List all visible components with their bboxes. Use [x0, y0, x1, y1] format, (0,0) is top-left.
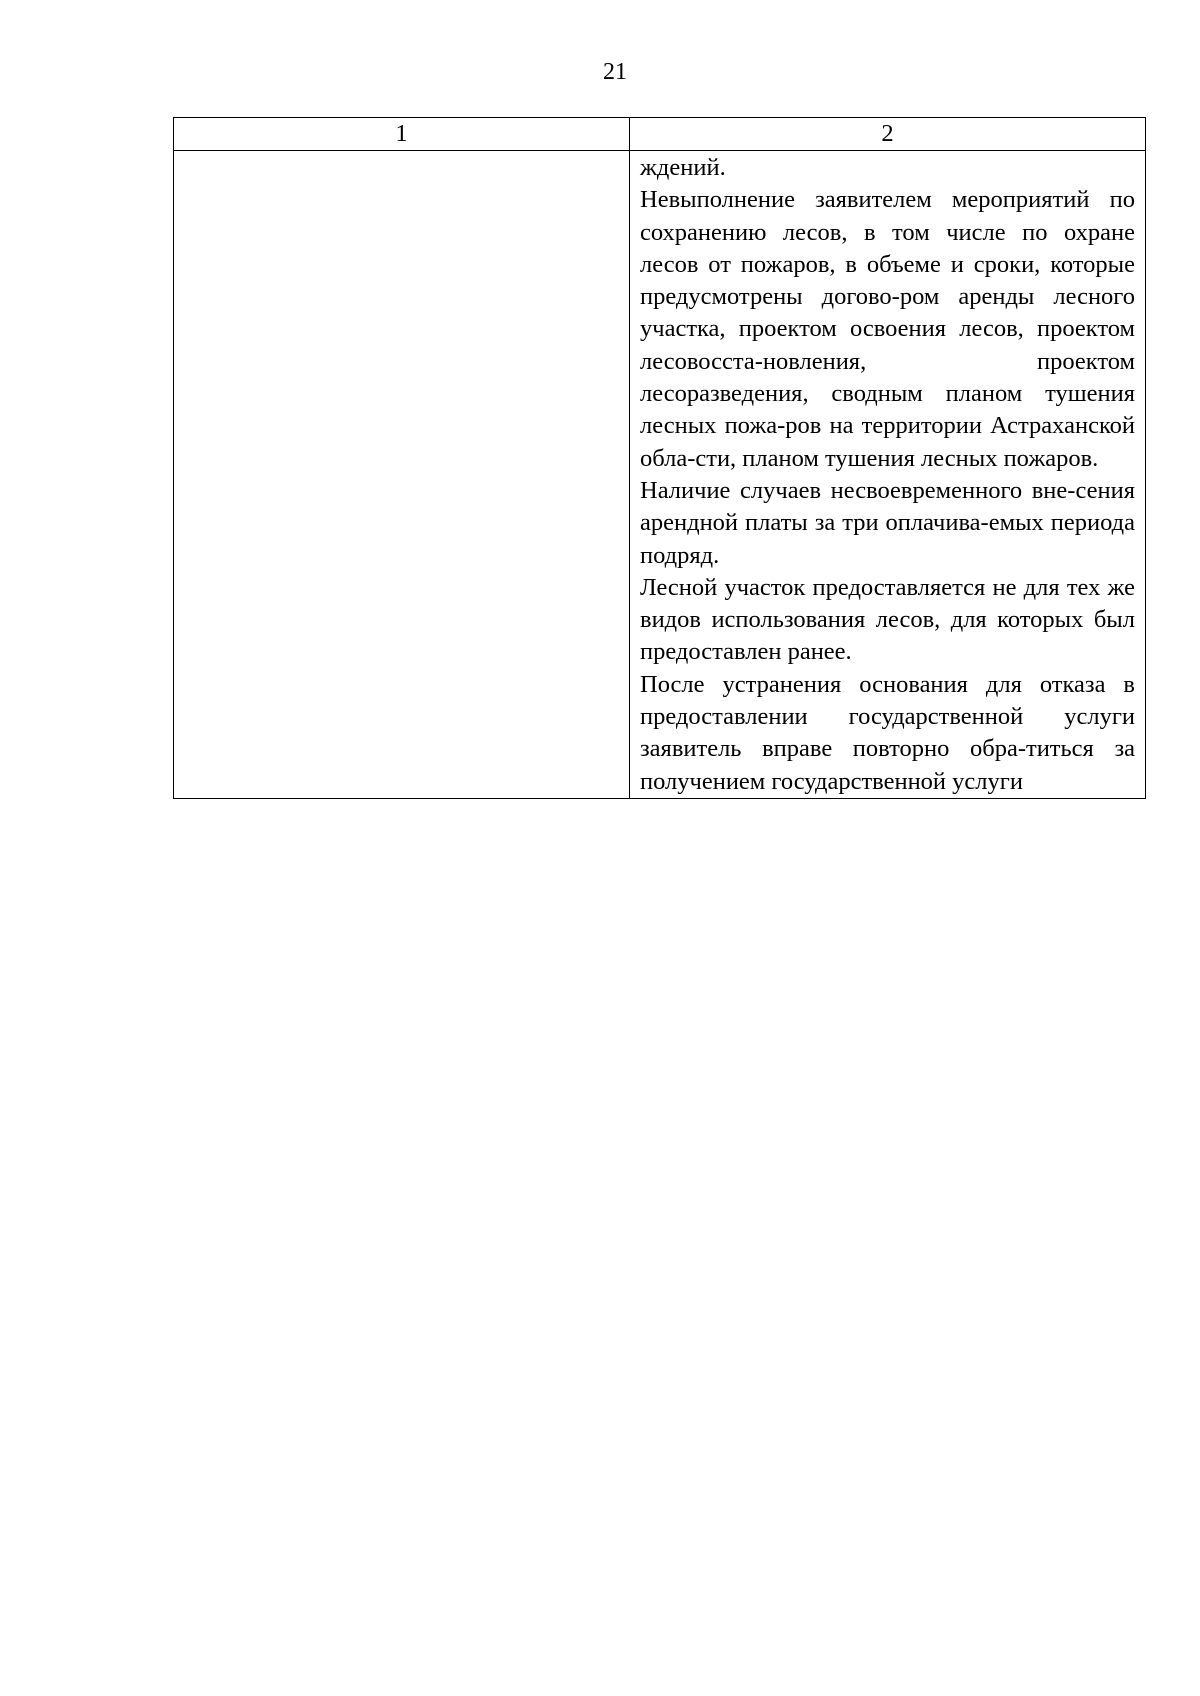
- paragraph-continuation: ждений.: [640, 154, 726, 181]
- column-header-2: 2: [630, 118, 1146, 151]
- table-cell-col1: [174, 151, 630, 799]
- document-table: [173, 117, 1146, 799]
- paragraph-reapply: После устранения основания для отказа в предоставлении государственной услуги заявитель вправе повторно обра-титься за получением государственной услуги: [640, 670, 1135, 795]
- table-row: [174, 151, 1146, 799]
- column-header-1: 1: [174, 118, 630, 151]
- table-cell-col2: [630, 151, 1146, 799]
- paragraph-late-rent: Наличие случаев несвоевременного вне-сения арендной платы за три оплачива-емых периода подряд.: [640, 476, 1135, 569]
- paragraph-different-use: Лесной участок предоставляется не для тех же видов использования лесов, для которых был предоставлен ранее.: [640, 573, 1135, 666]
- page-number: 21: [603, 59, 627, 85]
- table-header-row: [174, 118, 1146, 151]
- paragraph-forest-measures: Невыполнение заявителем мероприятий по сохранению лесов, в том числе по охране лесов от пожаров, в объеме и сроки, которые предусмотрены догово-ром аренды лесного участка, проектом освоения лесов, проектом лесовосста-новления, проектом лесоразведения, сводным планом тушения лесных пожа-ров на территории Астраханской обла-сти, планом тушения лесных пожаров.: [640, 186, 1135, 472]
